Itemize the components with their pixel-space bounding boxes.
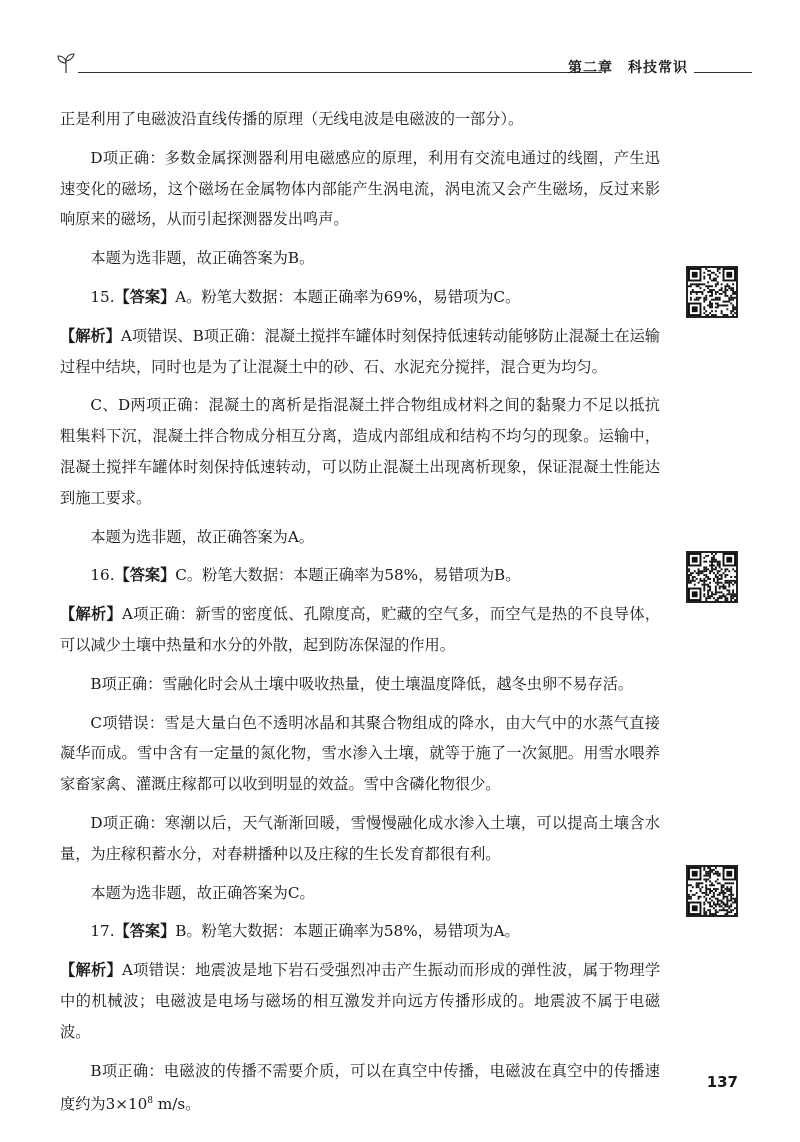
analysis-q16	[60, 599, 660, 661]
text-run: m/s。	[153, 1095, 201, 1114]
paragraph: D项正确：多数金属探测器利用电磁感应的原理，利用有交流电通过的线圈，产生迅速变化的磁场，这个磁场在金属物体内部能产生涡电流，涡电流又会产生磁场，反过来影响原来的磁场，从而引起探测器发出鸣声。	[60, 148, 660, 229]
answer-line-q15	[60, 282, 660, 313]
analysis-text: A项错误、B项正确：混凝土搅拌车罐体时刻保持低速转动能够防止混凝土在运输过程中结块，同时也是为了让混凝土中的砂、石、水泥充分搅拌，混合更为均匀。	[60, 326, 660, 376]
analysis-text: A项错误：地震波是地下岩石受强烈冲击产生振动而形成的弹性波，属于物理学中的机械波；电磁波是电场与磁场的相互激发并向远方传播形成的。地震波不属于电磁波。	[60, 961, 661, 1041]
answer-line-q17	[60, 916, 660, 947]
qr-code-q17[interactable]	[686, 865, 738, 917]
paragraph: C、D两项正确：混凝土的离析是指混凝土拌合物组成材料之间的黏聚力不足以抵抗粗集料下沉，混凝土拌合物成分相互分离，造成内部组成和结构不均匀的现象。运输中，混凝土搅拌车罐体时刻保持低速转动，可以防止混凝土出现离析现象，保证混凝土性能达到施工要求。	[60, 396, 660, 507]
sprout-icon	[56, 52, 76, 74]
question-number: 15.	[90, 287, 115, 306]
paragraph: B项正确：雪融化时会从土壤中吸收热量，使土壤温度降低，越冬虫卵不易存活。	[90, 674, 634, 693]
page-body	[60, 104, 660, 1128]
conclusion: 本题为选非题，故正确答案为A。	[90, 527, 314, 546]
answer-label: 【答案】	[114, 922, 176, 941]
page-number: 137	[706, 1073, 738, 1091]
qr-code-q16[interactable]	[686, 551, 738, 603]
analysis-text: A项正确：新雪的密度低、孔隙度高，贮藏的空气多，而空气是热的不良导体，可以减少土壤中热量和水分的外散，起到防冻保湿的作用。	[60, 605, 661, 654]
answer-text: C。粉笔大数据：本题正确率为58%，易错项为B。	[175, 566, 521, 585]
paragraph: C项错误：雪是大量白色不透明冰晶和其聚合物组成的降水，由大气中的水蒸气直接凝华而成。雪中含有一定量的氮化物，雪水渗入土壤，就等于施了一次氮肥。用雪水喂养家畜家禽、灌溉庄稼都可以收到明显的效益。雪中含磷化物很少。	[60, 713, 660, 794]
answer-label: 【答案】	[114, 566, 176, 585]
question-number: 17.	[90, 922, 115, 941]
qr-code-q15[interactable]	[686, 266, 738, 318]
exponent: 8	[147, 1096, 154, 1107]
qr-code-icon	[688, 867, 736, 915]
answer-label: 【答案】	[114, 287, 176, 306]
question-number: 16.	[90, 566, 115, 585]
analysis-label: 【解析】	[60, 326, 121, 345]
analysis-label: 【解析】	[60, 961, 123, 980]
header-rule	[78, 72, 602, 73]
paragraph	[60, 1056, 660, 1121]
running-header	[52, 48, 752, 80]
header-rule-tail	[694, 72, 752, 73]
analysis-q17	[60, 955, 660, 1047]
chapter-title: 第二章 科技常识	[568, 60, 688, 76]
qr-code-icon	[688, 553, 736, 601]
paragraph: 本题为选非题，故正确答案为B。	[90, 249, 315, 268]
answer-text: A。粉笔大数据：本题正确率为69%，易错项为C。	[175, 287, 521, 306]
text-run: B项正确：电磁波的传播不需要介质，可以在真空中传播，电磁波在真空中的传播速度约为3×10	[60, 1061, 660, 1114]
qr-code-icon	[688, 268, 736, 316]
answer-text: B。粉笔大数据：本题正确率为58%，易错项为A。	[175, 922, 520, 941]
analysis-q15	[60, 321, 660, 383]
answer-line-q16	[60, 560, 660, 591]
conclusion: 本题为选非题，故正确答案为C。	[90, 883, 315, 902]
paragraph: 正是利用了电磁波沿直线传播的原理（无线电波是电磁波的一部分）。	[60, 110, 524, 128]
analysis-label: 【解析】	[60, 605, 123, 624]
paragraph: D项正确：寒潮以后，天气渐渐回暖，雪慢慢融化成水渗入土壤，可以提高土壤含水量，为庄稼积蓄水分，对春耕播种以及庄稼的生长发育都很有利。	[60, 813, 660, 863]
